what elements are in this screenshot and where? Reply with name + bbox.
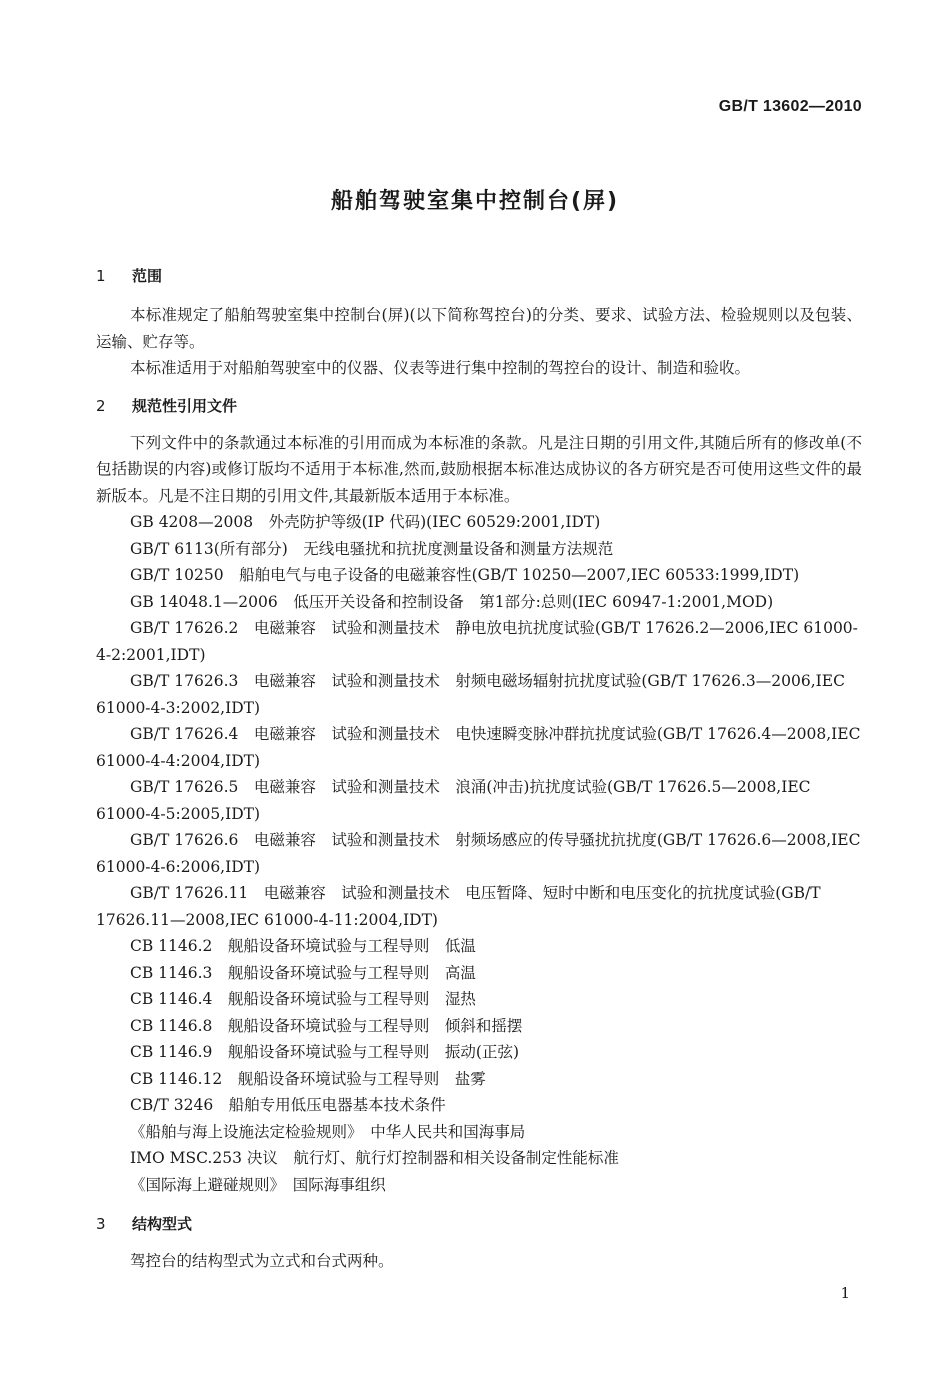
section-number: 1	[96, 267, 106, 285]
paragraph: 下列文件中的条款通过本标准的引用而成为本标准的条款。凡是注日期的引用文件,其随后所有的修改单(不包括勘误的内容)或修订版均不适用于本标准,然而,鼓励根据本标准达成协议的各方研究是否可使用这些文件的最新版本。凡是不注日期的引用文件,其最新版本适用于本标准。	[96, 433, 862, 505]
reference-item: GB/T 17626.6 电磁兼容 试验和测量技术 射频场感应的传导骚扰抗扰度(GB/T 17626.6—2008,IEC 61000-4-6:2006,IDT)	[96, 831, 861, 876]
reference-item: GB/T 17626.3 电磁兼容 试验和测量技术 射频电磁场辐射抗扰度试验(GB/T 17626.3—2006,IEC 61000-4-3:2002,IDT)	[96, 672, 845, 717]
paragraph: 本标准适用于对船舶驾驶室中的仪器、仪表等进行集中控制的驾控台的设计、制造和验收。	[130, 359, 751, 377]
reference-item: CB 1146.12 舰船设备环境试验与工程导则 盐雾	[130, 1069, 486, 1088]
reference-item: CB 1146.3 舰船设备环境试验与工程导则 高温	[130, 963, 476, 982]
section-heading	[96, 1210, 862, 1238]
reference-list	[96, 509, 862, 1198]
section-scope	[96, 262, 862, 382]
reference-item: GB/T 17626.11 电磁兼容 试验和测量技术 电压暂降、短时中断和电压变化的抗扰度试验(GB/T 17626.11—2008,IEC 61000-4-11:2004,IDT)	[96, 884, 821, 929]
reference-item: CB 1146.4 舰船设备环境试验与工程导则 湿热	[130, 990, 476, 1008]
reference-item: CB 1146.9 舰船设备环境试验与工程导则 振动(正弦)	[130, 1043, 520, 1061]
reference-item: GB/T 10250 船舶电气与电子设备的电磁兼容性(GB/T 10250—2007,IEC 60533:1999,IDT)	[130, 566, 800, 584]
section-heading	[96, 392, 862, 420]
section-title: 结构型式	[132, 1215, 193, 1233]
section-title: 范围	[132, 267, 163, 285]
reference-item: IMO MSC.253 决议 航行灯、航行灯控制器和相关设备制定性能标准	[130, 1149, 619, 1167]
page-number: 1	[840, 1284, 850, 1302]
standard-code: GB/T 13602—2010	[718, 98, 862, 115]
reference-item: GB/T 17626.5 电磁兼容 试验和测量技术 浪涌(冲击)抗扰度试验(GB/T 17626.5—2008,IEC 61000-4-5:2005,IDT)	[96, 778, 811, 823]
document-title: 船舶驾驶室集中控制台(屏)	[330, 189, 620, 214]
reference-item: 《国际海上避碰规则》 国际海事组织	[130, 1175, 386, 1194]
reference-item: GB/T 17626.2 电磁兼容 试验和测量技术 静电放电抗扰度试验(GB/T 17626.2—2006,IEC 61000-4-2:2001,IDT)	[96, 619, 858, 664]
reference-item: CB/T 3246 船舶专用低压电器基本技术条件	[130, 1096, 446, 1114]
section-number: 3	[96, 1215, 106, 1233]
reference-item: 《船舶与海上设施法定检验规则》 中华人民共和国海事局	[130, 1122, 526, 1141]
section-title: 规范性引用文件	[132, 396, 238, 415]
paragraph: 驾控台的结构型式为立式和台式两种。	[130, 1252, 394, 1270]
reference-item: GB 14048.1—2006 低压开关设备和控制设备 第1部分:总则(IEC 60947-1:2001,MOD)	[130, 592, 774, 611]
reference-item: GB/T 6113(所有部分) 无线电骚扰和抗扰度测量设备和测量方法规范	[130, 539, 614, 558]
reference-item: CB 1146.2 舰船设备环境试验与工程导则 低温	[130, 937, 476, 955]
section-structure-type	[96, 1210, 862, 1275]
paragraph: 本标准规定了船舶驾驶室集中控制台(屏)(以下简称驾控台)的分类、要求、试验方法、检验规则以及包装、运输、贮存等。	[96, 306, 862, 351]
document-body	[96, 262, 862, 1275]
section-heading	[96, 262, 862, 290]
reference-item: CB 1146.8 舰船设备环境试验与工程导则 倾斜和摇摆	[130, 1016, 523, 1035]
section-normative-references	[96, 392, 862, 1199]
reference-item: GB/T 17626.4 电磁兼容 试验和测量技术 电快速瞬变脉冲群抗扰度试验(GB/T 17626.4—2008,IEC 61000-4-4:2004,IDT)	[96, 725, 861, 770]
reference-item: GB 4208—2008 外壳防护等级(IP 代码)(IEC 60529:2001,IDT)	[130, 513, 601, 531]
section-number: 2	[96, 396, 106, 415]
